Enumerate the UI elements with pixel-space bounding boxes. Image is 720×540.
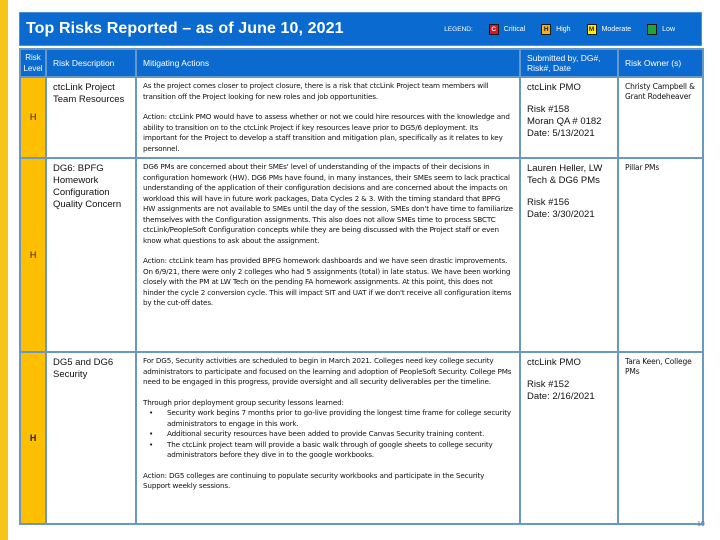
submitted-date: Date: 2/16/2021: [527, 391, 595, 402]
legend-item-low: [647, 24, 675, 35]
legend-text-moderate: Moderate: [601, 25, 632, 33]
risk-slide: [19, 12, 702, 525]
risk-level-badge: H: [20, 77, 46, 158]
risk-table: [19, 48, 704, 525]
side-accent-strip: [0, 0, 8, 540]
action-paragraph: Action: ctcLink team has provided BPFG homework dashboards and we have seen drastic improvements. On 6/9/21, there were only 2 colleges who had 5 assignments (total) in late status. We have been working closely with the PM at LW Tech on the pending FA homework assignments. At this point, this does not hinder the cycle 2 conversion cycle. This will impact SIT and UAT if we don't receive all configuration items by the cut-off dates.: [143, 256, 512, 307]
legend-item-critical: [489, 24, 525, 35]
submitted-by: [520, 352, 618, 524]
lesson-item: • The ctcLink project team will provide a basic walk through of google sheets to college security administrators before they dive in to the google workbooks.: [163, 440, 513, 461]
risk-level-badge: H: [20, 352, 46, 524]
legend-label: LEGEND:: [444, 25, 473, 33]
lessons-list: [143, 408, 513, 461]
table-row: [20, 158, 703, 352]
table-row: [20, 77, 703, 158]
submitted-date: Date: 3/30/2021: [527, 209, 595, 220]
lessons-title: Through prior deployment group security lessons learned:: [143, 397, 344, 407]
action-paragraph: As the project comes closer to project closure, there is a risk that ctcLink Project team members will transition off the Project looking for new roles and job opportunities.: [143, 81, 489, 101]
column-header-submitted-by: Submitted by, DG#, Risk#, Date: [520, 49, 618, 77]
table-row: [20, 352, 703, 524]
submitted-by: [520, 158, 618, 352]
low-swatch-icon: [647, 24, 657, 35]
column-header-mitigating-actions: Mitigating Actions: [136, 49, 520, 77]
column-header-risk-level: Risk Level: [20, 49, 46, 77]
high-swatch-icon: H: [541, 24, 551, 35]
column-header-risk-owner: Risk Owner (s): [618, 49, 703, 77]
legend-item-high: [541, 24, 570, 35]
legend-text-low: Low: [662, 25, 675, 33]
submitted-by: [520, 77, 618, 158]
risk-description: ctcLink Project Team Resources: [46, 77, 136, 158]
lesson-item: • Additional security resources have been added to provide Canvas Security training content.: [163, 429, 513, 440]
submitted-date: Date: 5/13/2021: [527, 128, 595, 139]
legend-text-critical: Critical: [503, 25, 526, 33]
action-paragraph: Action: ctcLink PMO would have to assess whether or not we could hire resources with the knowledge and ability to transition on to the ctcLink Project if key resources leave prior to DG5/6 deployment. Its important for the Project to develop a staff transition and mitigation plan, specifically as it relates to key personnel.: [143, 112, 510, 153]
risk-description: DG5 and DG6 Security: [46, 352, 136, 524]
legend: [444, 24, 695, 35]
risk-number: Risk #156: [527, 197, 570, 208]
title-bar: [19, 12, 702, 46]
risk-description: DG6: BPFG Homework Configuration Quality Concern: [46, 158, 136, 352]
risk-number: Risk #158: [527, 104, 570, 115]
submitter: ctcLink PMO: [527, 82, 581, 93]
legend-item-moderate: [587, 24, 632, 35]
lesson-item: • Security work begins 7 months prior to go-live providing the longest time frame for college security administrators to engage in this work.: [163, 408, 513, 429]
page-number: 10: [697, 521, 705, 528]
risk-owner: Tara Keen, College PMs: [618, 352, 703, 524]
risk-owner: Pillar PMs: [618, 158, 703, 352]
column-header-risk-description: Risk Description: [46, 49, 136, 77]
critical-swatch-icon: C: [489, 24, 499, 35]
risk-owner: Christy Campbell & Grant Rodeheaver: [618, 77, 703, 158]
action-paragraph: Action: DG5 colleges are continuing to populate security workbooks and participate in the Security Support weekly sessions.: [143, 470, 485, 490]
action-paragraph: For DG5, Security activities are scheduled to begin in March 2021. Colleges need key college security administrators to participate and focused on the learning and adoption of PeopleSoft Security. College PMs need to be engaged in this progress, provide oversight and all security deliverables per the timeline.: [143, 356, 512, 386]
risk-number: Risk #152: [527, 379, 570, 390]
mitigating-actions: [136, 77, 520, 158]
moderate-swatch-icon: M: [587, 24, 597, 35]
legend-text-high: High: [556, 25, 571, 33]
mitigating-actions: [136, 352, 520, 524]
table-header-row: [20, 49, 703, 77]
submitter: ctcLink PMO: [527, 357, 581, 368]
qa-reference: Moran QA # 0182: [527, 116, 602, 127]
action-paragraph: DG6 PMs are concerned about their SMEs' level of understanding of the impacts of their decisions in configuration homework (HW). DG6 PMs have found, in many instances, their SMEs seem to lack practical understanding of the application of their configuration decisions and are concerned about the impacts on workload this will have in future work packages, Data Cycles 2 & 3. With the timing standard that BPFG HW assignments are not available to SMEs until the day of the session, SMEs don't have time to familiarize themselves with the Configuration assignments. This also does not allow SMEs time to process SBCTC ctcLink/PeopleSoft Configuration concepts while they are being discussed with the Project staff or even know what questions to ask about the assignment.: [143, 162, 513, 245]
risk-level-badge: H: [20, 158, 46, 352]
page-title: Top Risks Reported – as of June 10, 2021: [26, 20, 344, 37]
submitter: Lauren Heller, LW Tech & DG6 PMs: [527, 163, 603, 186]
mitigating-actions: [136, 158, 520, 352]
